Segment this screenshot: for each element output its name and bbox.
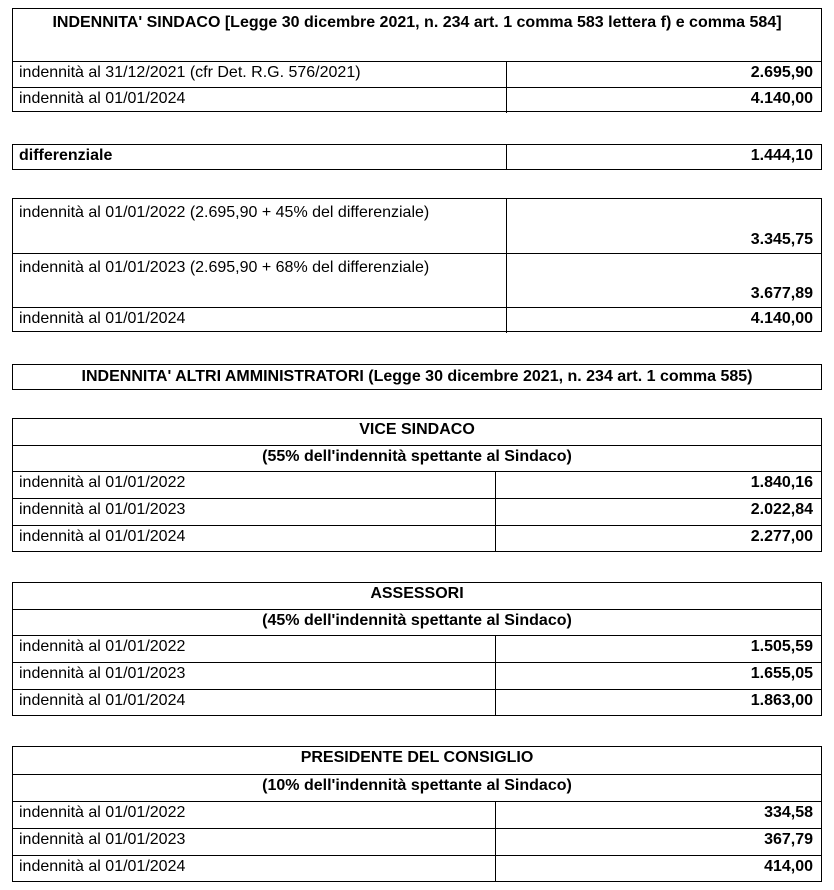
presidente-title: PRESIDENTE DEL CONSIGLIO (300, 749, 534, 766)
row-value: 2.695,90 (506, 62, 821, 87)
row-label: indennità al 01/01/2022 (2.695,90 + 45% del differenziale) (19, 204, 430, 221)
assessori-subtitle: (45% dell'indennità spettante al Sindaco) (262, 612, 572, 629)
row-label: indennità al 01/01/2024 (19, 528, 186, 545)
table-row (13, 855, 821, 882)
sindaco-title: INDENNITA' SINDACO [Legge 30 dicembre 2021, n. 234 art. 1 comma 583 lettera f) e comma 584] (52, 14, 782, 31)
table-row (13, 307, 821, 333)
row-value: 4.140,00 (506, 308, 821, 333)
table-row (13, 61, 821, 87)
vice-title: VICE SINDACO (359, 421, 475, 438)
row-value: 414,00 (495, 856, 821, 882)
progressione-table (12, 198, 822, 332)
table-row (13, 471, 821, 498)
table-row (13, 498, 821, 525)
row-value: 3.677,89 (506, 254, 821, 307)
table-row (13, 145, 821, 169)
altri-title: INDENNITA' ALTRI AMMINISTRATORI (Legge 30 dicembre 2021, n. 234 art. 1 comma 585) (81, 368, 753, 385)
table-row (13, 801, 821, 828)
differenziale-table (12, 144, 822, 170)
sindaco-title-row (13, 9, 821, 61)
table-row (13, 635, 821, 662)
assessori-title-row (13, 583, 821, 609)
row-label: indennità al 01/01/2024 (19, 310, 186, 327)
row-label: indennità al 01/01/2024 (19, 858, 186, 875)
row-value: 3.345,75 (506, 199, 821, 253)
row-value: 1.655,05 (495, 663, 821, 689)
presidente-title-row (13, 747, 821, 774)
row-label: indennità al 01/01/2023 (2.695,90 + 68% del differenziale) (19, 259, 430, 276)
row-label: indennità al 01/01/2024 (19, 692, 186, 709)
row-value: 367,79 (495, 829, 821, 855)
assessori-subtitle-row (13, 609, 821, 635)
row-value: 1.863,00 (495, 690, 821, 716)
differenziale-label: differenziale (19, 147, 113, 164)
table-row (13, 199, 821, 253)
sindaco-table (12, 8, 822, 112)
table-row (13, 828, 821, 855)
presidente-subtitle-row (13, 774, 821, 801)
vice-title-row (13, 419, 821, 445)
row-label: indennità al 01/01/2024 (19, 90, 186, 107)
row-label: indennità al 01/01/2023 (19, 501, 186, 518)
row-label: indennità al 01/01/2022 (19, 804, 186, 821)
assessori-title: ASSESSORI (370, 585, 464, 602)
row-label: indennità al 01/01/2023 (19, 831, 186, 848)
row-label: indennità al 01/01/2022 (19, 638, 186, 655)
vice-table (12, 418, 822, 552)
row-value: 1.840,16 (495, 472, 821, 498)
row-label: indennità al 01/01/2022 (19, 474, 186, 491)
table-row (13, 87, 821, 113)
vice-subtitle: (55% dell'indennità spettante al Sindaco) (262, 448, 572, 465)
table-row (13, 689, 821, 716)
table-row (13, 253, 821, 307)
row-label: indennità al 01/01/2023 (19, 665, 186, 682)
assessori-table (12, 582, 822, 716)
row-label: indennità al 31/12/2021 (cfr Det. R.G. 576/2021) (19, 64, 361, 81)
presidente-subtitle: (10% dell'indennità spettante al Sindaco) (262, 777, 572, 794)
row-value: 2.277,00 (495, 526, 821, 552)
row-value: 1.505,59 (495, 636, 821, 662)
row-value: 2.022,84 (495, 499, 821, 525)
table-row (13, 662, 821, 689)
vice-subtitle-row (13, 445, 821, 471)
row-value: 4.140,00 (506, 88, 821, 113)
row-value: 334,58 (495, 802, 821, 828)
altri-heading (12, 364, 822, 390)
presidente-table (12, 746, 822, 882)
table-row (13, 525, 821, 552)
differenziale-value: 1.444,10 (506, 145, 821, 169)
